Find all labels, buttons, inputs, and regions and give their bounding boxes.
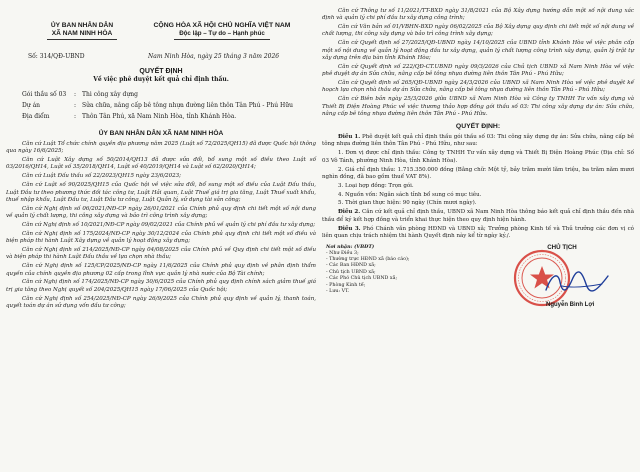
org-underline — [47, 39, 117, 40]
article-paragraph — [322, 183, 634, 190]
legal-basis-paragraph: Căn cứ Quyết định số 27/2025/QĐ-UBND ngày 14/10/2025 của UBND tỉnh Khánh Hòa về việc phân cấp một số nội dung về quản lý hoạt động đầu tư xây dựng, quản lý chất lượng công trình xây dựng, quản lý trật tự xây dựng trên địa bàn tỉnh Khánh Hòa; — [322, 40, 634, 61]
article-text: Phó Chánh văn phòng HĐND và UBND xã; Trưởng phòng Kinh tế và Thủ trưởng các đơn vị có liên quan chịu trách nhiệm thi hành Quyết định này kể từ ngày ký./. — [322, 225, 634, 239]
document-number: Số: 314/QĐ-UBND — [28, 53, 85, 60]
legal-basis-paragraph: Căn cứ Nghị định số 125/CP/2025/NĐ-CP ngày 11/6/2025 của Chính phủ quy định về phân định thẩm quyền của chính quyền địa phương 02 cấp trong lĩnh vực quản lý nhà nước của Bộ Tài chính; — [6, 263, 316, 277]
legal-basis-paragraph: Căn cứ Nghị định số 174/2025/NĐ-CP ngày 30/6/2025 của Chính phủ quy định chính sách giảm thuế giá trị gia tăng theo Nghị quyết số 204/2025/QH15 ngày 17/06/2025 của Quốc hội; — [6, 279, 316, 293]
info-value: Thôn Tân Phú, xã Nam Ninh Hòa, tỉnh Khánh Hòa. — [82, 113, 237, 120]
article-text: 2. Giá chỉ định thầu: 1.715.350.000 đồng (Bằng chữ: Một tỷ, bảy trăm mười lăm triệu, ba trăm năm mươi nghìn đồng, đã bao gồm thuế VAT 8%). — [322, 166, 634, 180]
signer-role: CHỦ TỊCH — [547, 244, 577, 252]
article-paragraph — [322, 192, 634, 199]
legal-basis-paragraph: Căn cứ Nghị định số 214/2025/NĐ-CP ngày 04/08/2025 của Chính phủ về Quy định chi tiết một số điều và biện pháp thi hành Luật Đấu thầu về lựa chọn nhà thầu; — [6, 247, 316, 261]
info-row: Gói thầu số 03 : Thi công xây dựng — [6, 91, 316, 99]
document-header — [6, 8, 316, 50]
recipient-item: - Lưu: VT. — [326, 288, 350, 294]
org-line-1: ỦY BAN NHÂN DÂN — [50, 22, 114, 29]
document-footer — [322, 242, 634, 320]
recipient-item: - Các Ban HĐND xã; — [326, 263, 376, 269]
legal-basis-paragraph: Căn cứ Quyết định số 222/QĐ-CT.UBND ngày 09/3/2026 của Chủ tịch UBND xã Nam Ninh Hòa về việc phê duyệt dự án Sửa chữa, nâng cấp bê tông nhựa đường liên thôn Tân Phú - Phú Hữu; — [322, 63, 634, 78]
recipient-item: - Thường trực HĐND xã (báo cáo); — [326, 256, 410, 262]
articles — [322, 134, 634, 240]
article-paragraph — [322, 167, 634, 182]
legal-basis-paragraph: Căn cứ Luật số 90/2025/QH15 của Quốc hội về việc sửa đổi, bổ sung một số điều của Luật Đấu thầu, Luật Đầu tư theo phương thức đối tác công tư, Luật Hải quan, Luật Thuế giá trị gia tăng, Luật Thuế xuất khẩu, thuế nhập khẩu, Luật Đầu tư, Luật Đầu tư công, Luật Quản lý, sử dụng tài sản công; — [6, 182, 316, 203]
document-title: QUYẾT ĐỊNH — [139, 68, 183, 75]
legal-basis-paragraph: Căn cứ Nghị định số 10/2021/NĐ-CP ngày 09/02/2021 của Chính phủ về quản lý chi phí đầu tư xây dựng; — [22, 221, 316, 228]
article-paragraph — [322, 200, 634, 207]
legal-basis-paragraph: Căn cứ Luật Tổ chức chính quyền địa phương năm 2025 (Luật số 72/2025/QH15) đã được Quốc hội thông qua ngày 16/6/2025; — [6, 141, 316, 155]
number-date-line — [6, 50, 316, 64]
legal-basis-paragraph: Căn cứ Luật Xây dựng số 50/2014/QH13 đã được sửa đổi, bổ sung một số điều theo Luật số 03/2016/QH14, Luật số 35/2018/QH14, Luật số 40/2019/QH14 và Luật số 62/2020/QH14; — [6, 157, 316, 171]
article-text: 3. Loại hợp đồng: Trọn gói. — [338, 182, 414, 189]
info-value: Sửa chữa, nâng cấp bê tông nhựa đường liên thôn Tân Phú - Phú Hữu — [82, 102, 293, 109]
info-key: Dự án — [22, 102, 41, 109]
info-value: Thi công xây dựng — [82, 91, 138, 98]
nation-line-1: CỘNG HÒA XÃ HỘI CHỦ NGHĨA VIỆT NAM — [153, 22, 291, 29]
page-two — [322, 8, 634, 468]
recipients-title: Nơi nhận: (VBĐT) — [326, 244, 375, 251]
legal-basis-paragraph: Căn cứ Quyết định số 265/QĐ-UBND ngày 24/3/2026 của UBND xã Nam Ninh Hòa về việc phê duyệt kế hoạch lựa chọn nhà thầu dự án Sửa chữa, nâng cấp bê tông nhựa đường liên thôn Tân Phú - Phú Hữu; — [322, 80, 634, 94]
issuing-organization — [22, 22, 142, 40]
signature-block — [502, 244, 622, 318]
article-label: Điều 3. — [338, 225, 361, 232]
handwritten-signature-icon — [542, 268, 612, 298]
legal-basis-right — [322, 8, 634, 118]
recipients-list — [326, 244, 476, 295]
legal-basis-paragraph: Căn cứ Nghị định số 254/2025/NĐ-CP ngày 26/9/2025 của Chính phủ quy định về quản lý, thanh toán, quyết toán dự án sử dụng vốn đầu tư công; — [6, 295, 316, 309]
authority-heading: ỦY BAN NHÂN DÂN XÃ NAM NINH HÒA — [98, 130, 224, 137]
national-motto — [132, 22, 312, 40]
decision-heading: QUYẾT ĐỊNH: — [455, 123, 501, 131]
article-paragraph — [322, 226, 634, 241]
package-info — [6, 91, 316, 121]
page-one — [6, 8, 316, 468]
legal-basis-paragraph: Căn cứ Nghị định số 175/2024/NĐ-CP ngày 30/12/2024 của Chính phủ quy định chi tiết một số điều và biện pháp thi hành Luật Xây dựng về quản lý hoạt động xây dựng; — [6, 230, 316, 245]
legal-basis-paragraph: Căn cứ Văn bản số 01/VBHN-BXD ngày 06/02/2025 của Bộ Xây dựng quy định chi tiết một số nội dung về chất lượng, thi công xây dựng và bảo trì công trình xây dựng; — [322, 24, 634, 38]
legal-basis-paragraph: Căn cứ Nghị định số 06/2021/NĐ-CP ngày 26/01/2021 của Chính phủ quy định chi tiết một số nội dung về quản lý chất lượng, thi công xây dựng và bảo trì công trình xây dựng; — [6, 205, 316, 220]
article-text: Phê duyệt kết quả chỉ định thầu gói thầu số 03: Thi công xây dựng dự án: Sửa chữa, nâng cấp bê tông nhựa đường liên thôn Tân Phú - Phú Hữu, như sau: — [322, 134, 634, 148]
article-text: 1. Đơn vị được chỉ định thầu: Công ty TNHH Tư vấn xây dựng và Thiết Bị Điện Hoàng Phúc (Địa chỉ: Số 03 Võ Tánh, phường Ninh Hòa, tỉnh Khánh Hòa). — [322, 150, 634, 164]
article-paragraph — [322, 150, 634, 165]
signer-name: Nguyễn Bình Lợi — [546, 302, 595, 309]
article-text: Căn cứ kết quả chỉ định thầu, UBND xã Nam Ninh Hòa thông báo kết quả chỉ định thầu đến nhà thầu để ký kết hợp đồng và triển khai thực hiện theo quy định hiện hành. — [322, 209, 634, 223]
legal-basis-paragraph: Căn cứ Thông tư số 11/2021/TT-BXD ngày 31/8/2021 của Bộ Xây dựng hướng dẫn một số nội dung xác định và quản lý chi phí đầu tư xây dựng công trình; — [322, 8, 634, 22]
article-label: Điều 2. — [338, 209, 361, 216]
recipient-item: - Chủ tịch UBND xã; — [326, 269, 376, 275]
article-label: Điều 1. — [338, 134, 361, 141]
legal-basis-paragraph: Căn cứ Luật Đấu thầu số 22/2023/QH15 ngày 23/6/2023; — [22, 173, 182, 180]
info-row: Địa điểm : Thôn Tân Phú, xã Nam Ninh Hòa, tỉnh Khánh Hòa. — [6, 113, 316, 121]
legal-basis-left — [6, 141, 316, 310]
article-paragraph — [322, 134, 634, 149]
article-text: 4. Nguồn vốn: Ngân sách tỉnh bổ sung có mục tiêu. — [338, 191, 482, 198]
recipient-item: - Các Phó Chủ tịch UBND xã; — [326, 276, 398, 282]
document-subtitle: Về việc phê duyệt kết quả chỉ định thầu. — [93, 76, 229, 83]
article-text: 5. Thời gian thực hiện: 90 ngày (Chín mươi ngày). — [338, 200, 477, 207]
info-row: Dự án : Sửa chữa, nâng cấp bê tông nhựa đường liên thôn Tân Phú - Phú Hữu — [6, 102, 316, 110]
motto-underline — [174, 39, 270, 40]
recipient-item: - Như Điều 3; — [326, 250, 359, 256]
info-key: Gói thầu số 03 — [22, 91, 67, 98]
info-key: Địa điểm — [22, 113, 50, 120]
nation-line-2: Độc lập – Tự do – Hạnh phúc — [179, 30, 265, 37]
recipient-item: - Phòng Kinh tế; — [326, 282, 366, 288]
org-line-2: XÃ NAM NINH HÒA — [51, 30, 113, 37]
place-date: Nam Ninh Hòa, ngày 25 tháng 3 năm 2026 — [148, 53, 280, 60]
legal-basis-paragraph: Căn cứ Biên bản ngày 25/3/2026 giữa UBND xã Nam Ninh Hòa và Công ty TNHH Tư vấn xây dựng và Thiết Bị Điện Hoàng Phúc về việc thương thảo hợp đồng gói thầu số 03: Thi công xây dựng dự án: Sửa chữa, nâng cấp bê tông nhựa đường liên thôn Tân Phú - Phú Hữu. — [322, 96, 634, 117]
article-paragraph — [322, 209, 634, 224]
